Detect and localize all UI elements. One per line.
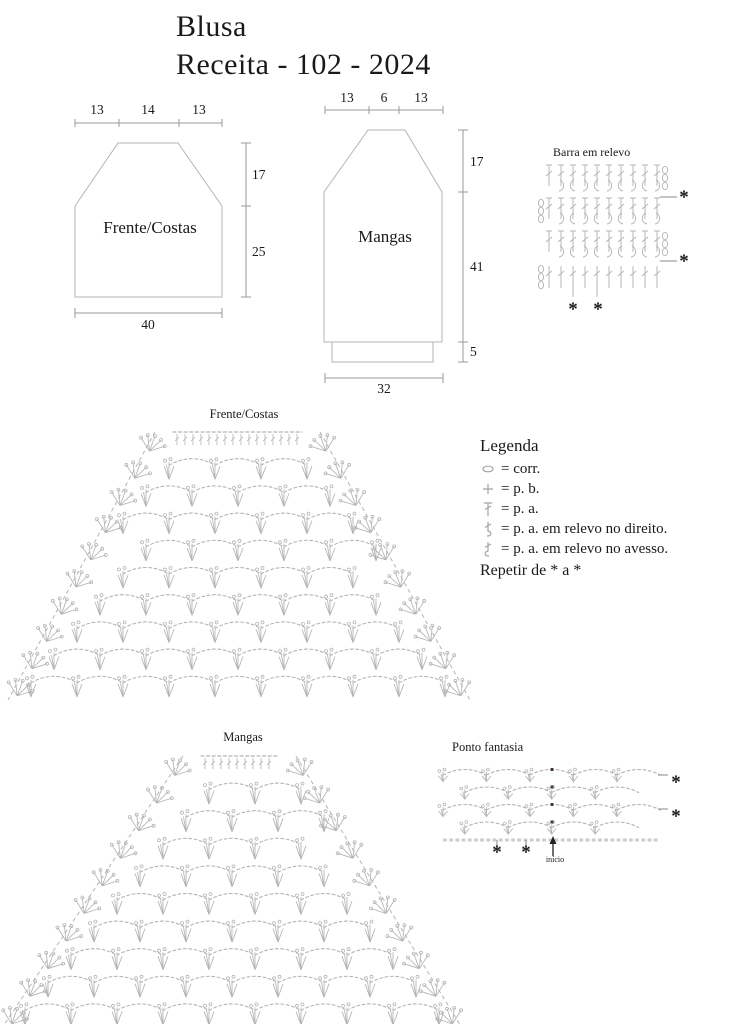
- frente-dim-side-2: 25: [252, 244, 266, 259]
- frente-shape-label: Frente/Costas: [103, 218, 197, 237]
- page-title: Blusa: [176, 10, 247, 43]
- ponto-repeat-marker-bottom-1: *: [492, 842, 502, 863]
- legend-item-label: = p. b.: [501, 480, 540, 497]
- frente-dim-top-3: 13: [192, 102, 206, 117]
- legend-item-label: = p. a. em relevo no avesso.: [501, 540, 669, 557]
- barra-title: Barra em relevo: [553, 145, 631, 159]
- inicio-label: início: [545, 855, 565, 864]
- mangas-dim-top-1: 13: [340, 90, 354, 105]
- mangas-dim-bottom: 32: [377, 381, 391, 396]
- barra-repeat-marker-right-1: *: [679, 187, 689, 208]
- mangas-shape-label: Mangas: [358, 227, 412, 246]
- barra-repeat-marker-bottom-1: *: [568, 299, 578, 320]
- legend-item-front-post: [480, 519, 668, 539]
- ponto-title: Ponto fantasia: [452, 740, 524, 754]
- legend-item-double-crochet: [480, 499, 668, 519]
- frente-chart-label: Frente/Costas: [209, 407, 279, 421]
- front-post-icon: [480, 519, 496, 539]
- legend: [480, 436, 668, 580]
- back-post-icon: [480, 539, 496, 559]
- frente-dim-bottom: 40: [141, 317, 155, 332]
- mangas-dim-side-2: 41: [470, 259, 484, 274]
- page-subtitle: Receita - 102 - 2024: [176, 48, 431, 81]
- legend-item-back-post: [480, 539, 668, 559]
- mangas-dim-side-1: 17: [470, 154, 484, 169]
- legend-item-chain: [480, 459, 668, 479]
- barra-repeat-marker-right-2: *: [679, 251, 689, 272]
- chain-icon: [480, 459, 496, 479]
- ponto-repeat-marker-right-1: *: [671, 772, 681, 793]
- single-crochet-icon: [480, 479, 496, 499]
- legend-item-label: = p. a.: [501, 500, 539, 517]
- mangas-chart-label: Mangas: [223, 730, 263, 744]
- frente-dim-top-1: 13: [90, 102, 104, 117]
- legend-item-label: = corr.: [501, 460, 541, 477]
- barra-repeat-marker-bottom-2: *: [593, 299, 603, 320]
- frente-dim-side-1: 17: [252, 167, 266, 182]
- mangas-dim-side-3: 5: [470, 344, 477, 359]
- frente-dim-top-2: 14: [141, 102, 155, 117]
- legend-title: Legenda: [480, 436, 539, 455]
- ponto-repeat-marker-bottom-2: *: [521, 842, 531, 863]
- legend-item-single-crochet: [480, 479, 668, 499]
- double-crochet-icon: [480, 499, 496, 519]
- mangas-dim-top-3: 13: [414, 90, 428, 105]
- mangas-dim-top-2: 6: [380, 90, 388, 105]
- legend-item-label: = p. a. em relevo no direito.: [501, 520, 668, 537]
- ponto-repeat-marker-right-2: *: [671, 806, 681, 827]
- legend-footer: Repetir de * a *: [480, 562, 582, 579]
